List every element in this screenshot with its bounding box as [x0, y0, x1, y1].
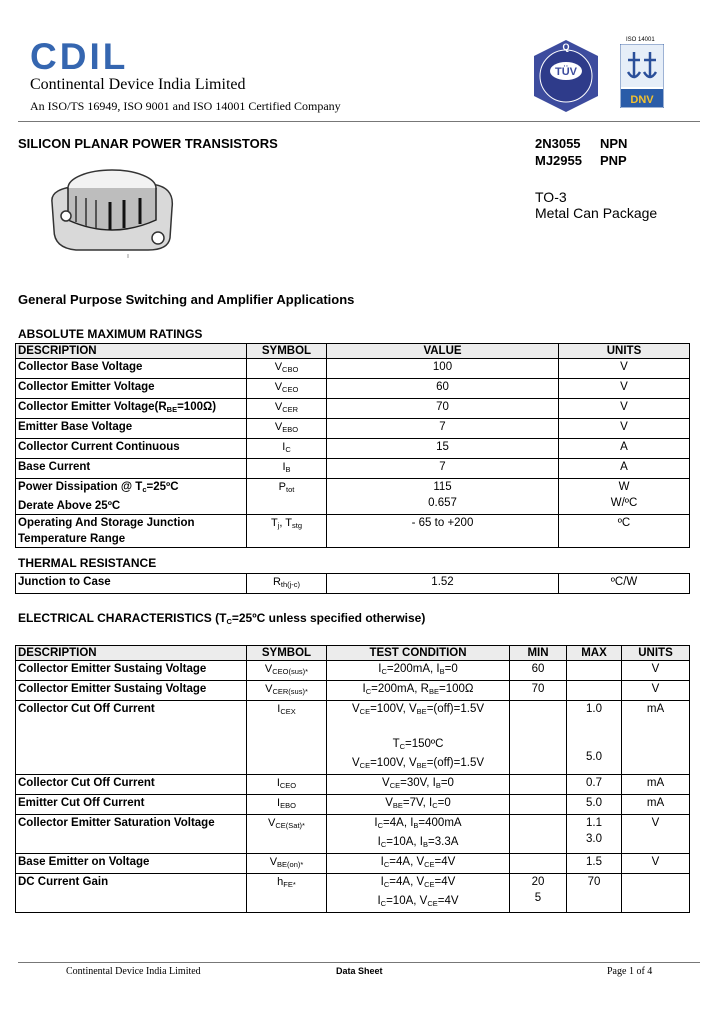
- row-unit: mA: [622, 775, 690, 795]
- row-unit: V: [622, 854, 690, 874]
- row-description: Operating And Storage Junction Temperature Range: [16, 515, 247, 548]
- row-symbol: $V_{BE(on)}^*$: [247, 854, 327, 874]
- row-unit: mA: [622, 795, 690, 815]
- row-description: Emitter Cut Off Current: [16, 795, 247, 815]
- tuv-certification-badge: [528, 38, 604, 114]
- row-unit: ºC: [559, 515, 690, 548]
- row-min: 20 5: [510, 874, 567, 913]
- tuv-text: TÜV: [555, 66, 577, 78]
- table-row: [16, 661, 690, 681]
- row-value: 1.52: [327, 574, 559, 594]
- table-row: [16, 439, 690, 459]
- thermal-table: [15, 573, 690, 594]
- row-description: Collector Cut Off Current: [16, 701, 247, 775]
- row-value: 60: [327, 379, 559, 399]
- row-condition: $V_{CE}=30V$, $I_B=0$: [327, 775, 510, 795]
- table-row: [16, 854, 690, 874]
- row-value: 70: [327, 399, 559, 419]
- row-description: Emitter Base Voltage: [16, 419, 247, 439]
- row-description: Collector Emitter Voltage: [16, 379, 247, 399]
- row-symbol: $V_{CBO}$: [247, 359, 327, 379]
- table-row: [16, 419, 690, 439]
- row-max: 70: [567, 874, 622, 913]
- row-unit: V: [622, 681, 690, 701]
- abs-max-heading: ABSOLUTE MAXIMUM RATINGS: [18, 327, 203, 341]
- header-units: UNITS: [559, 344, 690, 359]
- row-symbol: $T_j$, $T_{stg}$: [247, 515, 327, 548]
- row-unit: mA: [622, 701, 690, 775]
- table-row: [16, 775, 690, 795]
- header-value: VALUE: [327, 344, 559, 359]
- row-max: 1.5: [567, 854, 622, 874]
- footer-doc-type: Data Sheet: [336, 966, 383, 976]
- row-symbol: $P_{tot}$: [247, 479, 327, 515]
- electrical-heading: ELECTRICAL CHARACTERISTICS ($T_C=25ºC$ unless specified otherwise): [18, 611, 426, 626]
- row-unit: V: [559, 359, 690, 379]
- row-min: 60: [510, 661, 567, 681]
- header-min: MIN: [510, 646, 567, 661]
- row-max: 5.0: [567, 795, 622, 815]
- row-unit: V: [622, 815, 690, 854]
- row-symbol: $V_{CEO}$: [247, 379, 327, 399]
- row-condition: $I_C=4A$, $I_B=400mA$ $I_C=10A$, $I_B=3.3A$: [327, 815, 510, 854]
- row-description: Collector Emitter Sustaing Voltage: [16, 681, 247, 701]
- row-description: Collector Emitter Sustaing Voltage: [16, 661, 247, 681]
- row-description: Power Dissipation @ $T_c=25ºC$ Derate Above 25ºC: [16, 479, 247, 515]
- row-unit: ºC/W: [559, 574, 690, 594]
- row-description: Base Emitter on Voltage: [16, 854, 247, 874]
- table-row: [16, 574, 690, 594]
- row-symbol: $R_{th(j-c)}$: [247, 574, 327, 594]
- table-row: [16, 815, 690, 854]
- row-symbol: $V_{CEO(sus)}^*$: [247, 661, 327, 681]
- row-max: 1.1 3.0: [567, 815, 622, 854]
- tuv-q-text: Q: [562, 42, 570, 52]
- row-min: [510, 775, 567, 795]
- abs-max-table: [15, 343, 690, 548]
- row-max: [567, 661, 622, 681]
- table-row: [16, 681, 690, 701]
- row-value: 15: [327, 439, 559, 459]
- to3-package-image: [40, 158, 180, 270]
- table-row: [16, 459, 690, 479]
- applications-heading: General Purpose Switching and Amplifier Applications: [18, 292, 355, 307]
- row-symbol: $I_B$: [247, 459, 327, 479]
- footer-company: Continental Device India Limited: [66, 966, 201, 977]
- header-units: UNITS: [622, 646, 690, 661]
- row-description: Base Current: [16, 459, 247, 479]
- row-condition: $I_C=4A$, $V_{CE}=4V$ $I_C=10A$, $V_{CE}=4V$: [327, 874, 510, 913]
- row-max: 1.0 5.0: [567, 701, 622, 775]
- row-condition: $I_C=200mA$, $I_B=0$: [327, 661, 510, 681]
- header-symbol: SYMBOL: [247, 646, 327, 661]
- row-symbol: $I_C$: [247, 439, 327, 459]
- table-row: [16, 479, 690, 515]
- header-max: MAX: [567, 646, 622, 661]
- iso-label: ISO 14001: [626, 37, 655, 43]
- row-unit: V: [559, 399, 690, 419]
- row-condition: $V_{BE}=7V$, $I_C=0$: [327, 795, 510, 815]
- row-symbol: $I_{EBO}$: [247, 795, 327, 815]
- row-unit: A: [559, 439, 690, 459]
- row-min: 70: [510, 681, 567, 701]
- row-unit: V: [559, 379, 690, 399]
- document-title: SILICON PLANAR POWER TRANSISTORS: [18, 136, 278, 151]
- row-description: Junction to Case: [16, 574, 247, 594]
- company-name: Continental Device India Limited: [30, 76, 246, 93]
- part-number-2: MJ2955: [535, 153, 582, 168]
- row-value: 7: [327, 419, 559, 439]
- row-value: - 65 to +200: [327, 515, 559, 548]
- header-description: DESCRIPTION: [16, 646, 247, 661]
- certification-text: An ISO/TS 16949, ISO 9001 and ISO 14001 Certified Company: [30, 99, 341, 113]
- dnv-certification-badge: [620, 44, 664, 108]
- row-unit: V: [622, 661, 690, 681]
- row-symbol: $V_{EBO}$: [247, 419, 327, 439]
- header-divider: [18, 121, 700, 122]
- package-description: Metal Can Package: [535, 205, 658, 221]
- row-description: Collector Base Voltage: [16, 359, 247, 379]
- row-symbol: $V_{CER}$: [247, 399, 327, 419]
- row-condition: $V_{CE}=100V$, $V_{BE}=(off)=1.5V$ $T_C=150ºC$ $V_{CE}=100V$, $V_{BE}=(off)=1.5V$: [327, 701, 510, 775]
- table-row: [16, 874, 690, 913]
- header-test-condition: TEST CONDITION: [327, 646, 510, 661]
- footer-divider: [18, 962, 700, 963]
- part-number-1: 2N3055: [535, 136, 581, 151]
- row-value: 7: [327, 459, 559, 479]
- table-row: [16, 399, 690, 419]
- company-logo: CDIL: [30, 36, 129, 77]
- table-header-row: [16, 344, 690, 359]
- table-row: [16, 515, 690, 548]
- part-type-1: NPN: [600, 136, 628, 151]
- row-symbol: $I_{CEO}$: [247, 775, 327, 795]
- row-description: Collector Cut Off Current: [16, 775, 247, 795]
- row-symbol: $h_{FE}^*$: [247, 874, 327, 913]
- part-type-2: PNP: [600, 153, 627, 168]
- row-unit: W W/ºC: [559, 479, 690, 515]
- electrical-table: [15, 645, 690, 913]
- table-row: [16, 795, 690, 815]
- row-description: Collector Emitter Saturation Voltage: [16, 815, 247, 854]
- row-symbol: $V_{CER(sus)}^*$: [247, 681, 327, 701]
- row-value: 100: [327, 359, 559, 379]
- dnv-text: DNV: [630, 94, 654, 106]
- footer-page-number: Page 1 of 4: [607, 966, 653, 977]
- table-row: [16, 379, 690, 399]
- row-value: 115 0.657: [327, 479, 559, 515]
- row-description: Collector Emitter $Voltage(R_{BE}=100\Omega)$: [16, 399, 247, 419]
- row-max: [567, 681, 622, 701]
- row-min: [510, 815, 567, 854]
- row-unit: [622, 874, 690, 913]
- header-symbol: SYMBOL: [247, 344, 327, 359]
- row-description: Collector Current Continuous: [16, 439, 247, 459]
- package-name: TO-3: [535, 189, 567, 205]
- row-unit: A: [559, 459, 690, 479]
- table-row: [16, 701, 690, 775]
- row-min: [510, 854, 567, 874]
- row-symbol: $I_{CEX}$: [247, 701, 327, 775]
- row-condition: $I_C=200mA$, $R_{BE}=100\Omega$: [327, 681, 510, 701]
- row-min: [510, 795, 567, 815]
- row-max: 0.7: [567, 775, 622, 795]
- row-min: [510, 701, 567, 775]
- table-row: [16, 359, 690, 379]
- row-unit: V: [559, 419, 690, 439]
- row-symbol: $V_{CE(Sat)}^*$: [247, 815, 327, 854]
- thermal-heading: THERMAL RESISTANCE: [18, 556, 157, 570]
- row-condition: $I_C=4A$, $V_{CE}=4V$: [327, 854, 510, 874]
- table-header-row: [16, 646, 690, 661]
- header-description: DESCRIPTION: [16, 344, 247, 359]
- row-description: DC Current Gain: [16, 874, 247, 913]
